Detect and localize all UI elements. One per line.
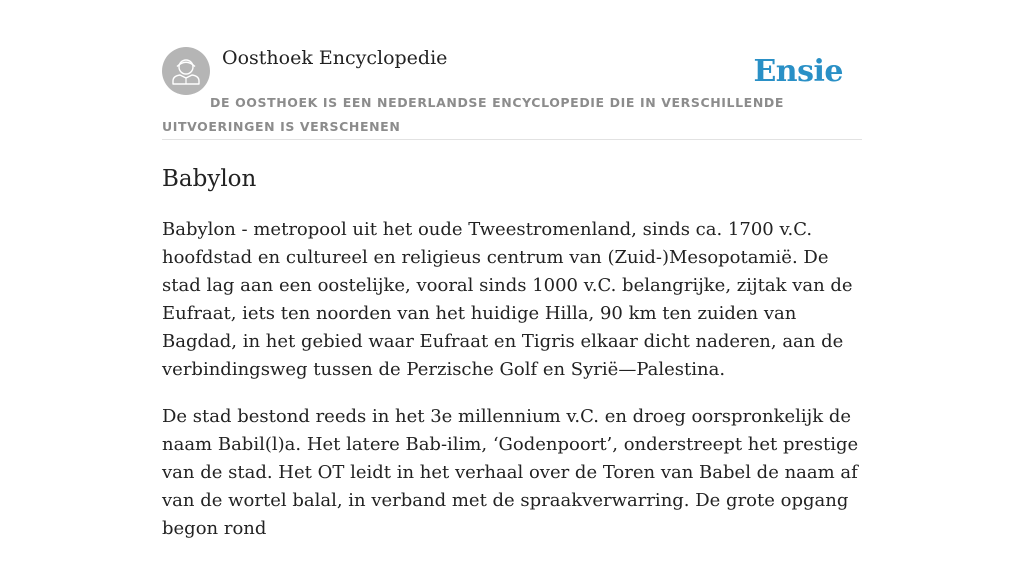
- article-paragraph: De stad bestond reeds in het 3e millennium v.C. en droeg oorspronkelijk de naam Babil(l)a. Het latere Bab-ilim, ‘Godenpoort’, onderstreept het prestige van de stad. Het OT leidt in het verhaal over de Toren van Babel de naam af van de wortel balal, in verband met de spraakverwarring. De grote opgang begon rond: [162, 406, 859, 539]
- author-header: [162, 46, 862, 140]
- author-avatar[interactable]: [162, 47, 210, 95]
- article-title: Babylon: [162, 166, 257, 192]
- author-name[interactable]: Oosthoek Encyclopedie: [222, 47, 448, 69]
- user-placeholder-icon: [162, 47, 210, 95]
- article-paragraph: Babylon - metropool uit het oude Tweestromenland, sinds ca. 1700 v.C. hoofdstad en cultureel en religieus centrum van (Zuid-)Mesopotamië. De stad lag aan een oostelijke, vooral sinds 1000 v.C. belangrijke, zijtak van de Eufraat, iets ten noorden van het huidige Hilla, 90 km ten zuiden van Bagdad, in het gebied waar Eufraat en Tigris elkaar dicht naderen, aan de verbindingsweg tussen de Perzische Golf en Syrië—Palestina.: [162, 219, 853, 380]
- article-body: [162, 216, 868, 562]
- brand-logo[interactable]: Ensie: [753, 54, 843, 89]
- author-description: DE OOSTHOEK IS EEN NEDERLANDSE ENCYCLOPEDIE DIE IN VERSCHILLENDE UITVOERINGEN IS VERSCHENEN: [162, 95, 784, 134]
